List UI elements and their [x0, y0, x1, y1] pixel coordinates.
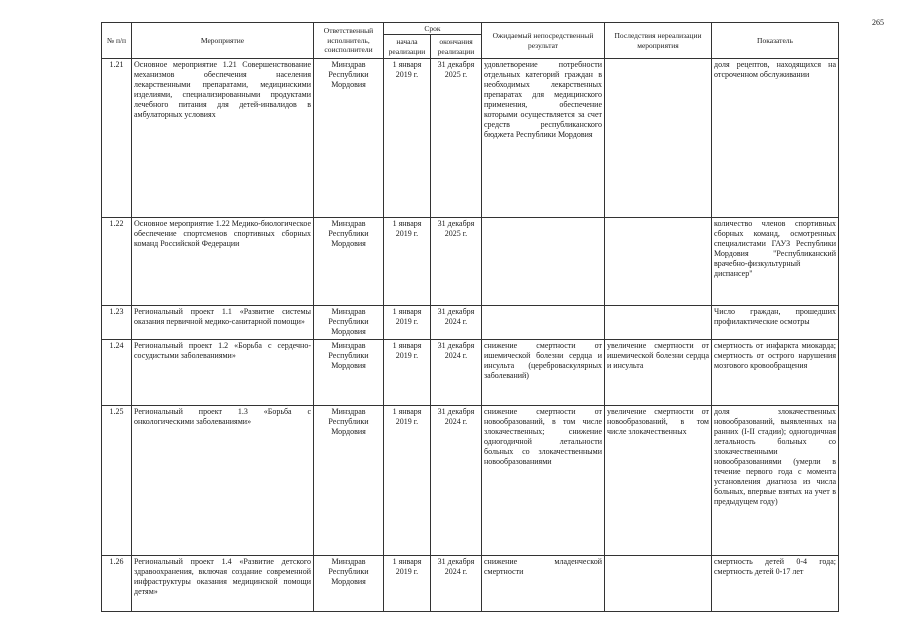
row-end: 31 декабря 2025 г.	[431, 59, 482, 218]
header-term-start: начала реализации	[384, 35, 431, 59]
row-start: 1 января 2019 г.	[384, 218, 431, 306]
row-expected	[482, 218, 605, 306]
header-event: Мероприятие	[132, 23, 314, 59]
row-start: 1 января 2019 г.	[384, 340, 431, 406]
row-consequences	[605, 556, 712, 612]
header-term: Срок	[384, 23, 482, 35]
row-num: 1.22	[102, 218, 132, 306]
table-row	[102, 218, 839, 306]
header-term-end: окончания реализации	[431, 35, 482, 59]
row-expected: снижение младенческой смертности	[482, 556, 605, 612]
row-consequences	[605, 218, 712, 306]
table-row	[102, 340, 839, 406]
row-indicator: доля злокачественных новообразований, выявленных на ранних (I-II стадии); одногодичная летальность больных со злокачественными новообразованиями (умерли в течение первого года с момента установления диагноза из числа больных, впервые взятых на учет в предыдущем году)	[712, 406, 839, 556]
row-start: 1 января 2019 г.	[384, 59, 431, 218]
row-end: 31 декабря 2024 г.	[431, 306, 482, 340]
row-expected: удовлетворение потребности отдельных категорий граждан в необходимых лекарственных препаратах для медицинского применения, обеспечение которыми осуществляется за счет средств республиканского бюджета Республики Мордовия	[482, 59, 605, 218]
row-event: Региональный проект 1.3 «Борьба с онкологическими заболеваниями»	[132, 406, 314, 556]
row-num: 1.23	[102, 306, 132, 340]
row-start: 1 января 2019 г.	[384, 306, 431, 340]
row-event: Основное мероприятие 1.21 Совершенствование механизмов обеспечения населения лекарственными препаратами, медицинскими изделиями, специализированными продуктами лечебного питания для детей-инвалидов в амбулаторных условиях	[132, 59, 314, 218]
row-consequences	[605, 306, 712, 340]
row-responsible: Минздрав Республики Мордовия	[314, 306, 384, 340]
header-num: № п/п	[102, 23, 132, 59]
row-num: 1.21	[102, 59, 132, 218]
row-responsible: Минздрав Республики Мордовия	[314, 218, 384, 306]
row-end: 31 декабря 2024 г.	[431, 340, 482, 406]
row-indicator: количество членов спортивных сборных команд, осмотренных специалистами ГАУЗ Республики Мордовия "Республиканский врачебно-физкультурный диспансер"	[712, 218, 839, 306]
table-row	[102, 556, 839, 612]
table-row	[102, 406, 839, 556]
row-event: Региональный проект 1.4 «Развитие детского здравоохранения, включая создание современной инфраструктуры оказания медицинской помощи детям»	[132, 556, 314, 612]
header-responsible: Ответственный исполнитель, соисполнители	[314, 23, 384, 59]
header-indicator: Показатель	[712, 23, 839, 59]
row-end: 31 декабря 2024 г.	[431, 406, 482, 556]
row-event: Региональный проект 1.1 «Развитие системы оказания первичной медико-санитарной помощи»	[132, 306, 314, 340]
row-consequences	[605, 59, 712, 218]
table-row	[102, 59, 839, 218]
row-start: 1 января 2019 г.	[384, 556, 431, 612]
row-expected: снижение смертности от новообразований, в том числе злокачественных; снижение одногодичной летальности больных со злокачественными новообразованиями	[482, 406, 605, 556]
header-expected: Ожидаемый непосредственный результат	[482, 23, 605, 59]
row-expected: снижение смертности от ишемической болезни сердца и инсульта (цереброваскулярных заболеваний)	[482, 340, 605, 406]
row-indicator: доля рецептов, находящихся на отсроченном обслуживании	[712, 59, 839, 218]
row-end: 31 декабря 2025 г.	[431, 218, 482, 306]
page-number: 265	[872, 18, 884, 27]
row-indicator: Число граждан, прошедших профилактические осмотры	[712, 306, 839, 340]
row-consequences: увеличение смертности от ишемической болезни сердца и инсульта	[605, 340, 712, 406]
row-event: Основное мероприятие 1.22 Медико-биологическое обеспечение спортсменов спортивных сборных команд Российской Федерации	[132, 218, 314, 306]
row-event: Региональный проект 1.2 «Борьба с сердечно-сосудистыми заболеваниями»	[132, 340, 314, 406]
row-responsible: Минздрав Республики Мордовия	[314, 59, 384, 218]
table-row	[102, 306, 839, 340]
row-consequences: увеличение смертности от новообразований, в том числе злокачественных	[605, 406, 712, 556]
row-indicator: смертность детей 0-4 года; смертность детей 0-17 лет	[712, 556, 839, 612]
measures-table	[101, 22, 839, 612]
row-num: 1.25	[102, 406, 132, 556]
row-indicator: смертность от инфаркта миокарда; смертность от острого нарушения мозгового кровообращения	[712, 340, 839, 406]
row-num: 1.24	[102, 340, 132, 406]
row-num: 1.26	[102, 556, 132, 612]
row-end: 31 декабря 2024 г.	[431, 556, 482, 612]
row-start: 1 января 2019 г.	[384, 406, 431, 556]
row-responsible: Минздрав Республики Мордовия	[314, 556, 384, 612]
row-responsible: Минздрав Республики Мордовия	[314, 340, 384, 406]
row-responsible: Минздрав Республики Мордовия	[314, 406, 384, 556]
header-consequences: Последствия нереализации мероприятия	[605, 23, 712, 59]
row-expected	[482, 306, 605, 340]
